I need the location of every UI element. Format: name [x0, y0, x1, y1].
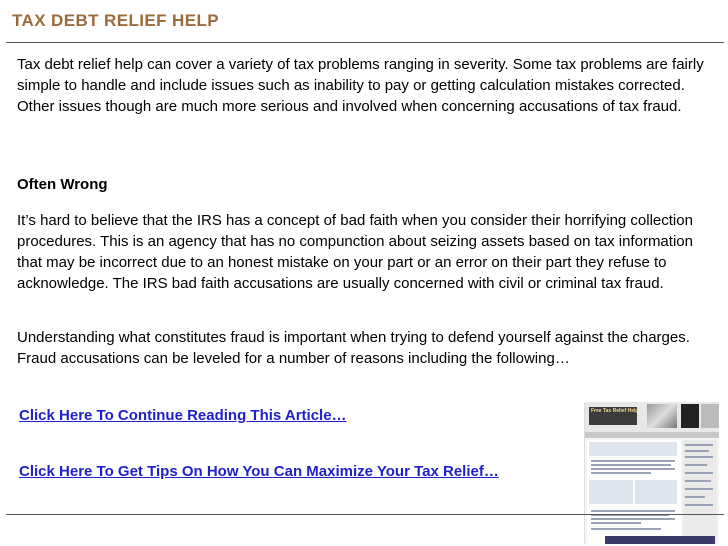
- thumbnail-banner-image-dark: [681, 404, 699, 428]
- tax-relief-tips-link[interactable]: Click Here To Get Tips On How You Can Maximize Your Tax Relief…: [19, 463, 499, 480]
- thumbnail-sidebar: [683, 440, 717, 544]
- section-subheading: Often Wrong: [17, 176, 108, 193]
- page-title: TAX DEBT RELIEF HELP: [12, 11, 219, 30]
- thumbnail-banner-image-light: [701, 404, 719, 428]
- bottom-divider: [6, 514, 724, 515]
- body-paragraph-1: It’s hard to believe that the IRS has a concept of bad faith when you consider their horrifying collection procedures. This is an agency that has no compunction about seizing assets based on tax information that may be incorrect due to an honest mistake on your part or an error on their part they refuse to acknowledge. The IRS bad faith accusations are usually concerned with civil or criminal tax fraud.: [17, 212, 693, 292]
- thumbnail-banner-image: [647, 404, 677, 428]
- continue-reading-link[interactable]: Click Here To Continue Reading This Article…: [19, 407, 347, 424]
- thumbnail-footer: [605, 536, 715, 544]
- intro-paragraph: Tax debt relief help can cover a variety of tax problems ranging in severity. Some tax problems are fairly simple to handle and include issues such as inability to pay or getting calculation mistakes corrected. Other issues though are much more serious and involved when concerning accusations of tax fraud.: [17, 56, 704, 115]
- body-paragraph-2: Understanding what constitutes fraud is important when trying to defend yourself against the charges. Fraud accusations can be leveled for a number of reasons including the following…: [17, 329, 690, 367]
- website-thumbnail[interactable]: [584, 402, 719, 544]
- thumbnail-logo: [589, 407, 637, 425]
- thumbnail-nav-bar: [585, 432, 719, 438]
- thumbnail-header: [585, 402, 719, 432]
- title-divider: [6, 42, 724, 43]
- thumbnail-main-content: [587, 440, 681, 544]
- thumbnail-logo-text: Free Tax Relief Help: [591, 408, 639, 414]
